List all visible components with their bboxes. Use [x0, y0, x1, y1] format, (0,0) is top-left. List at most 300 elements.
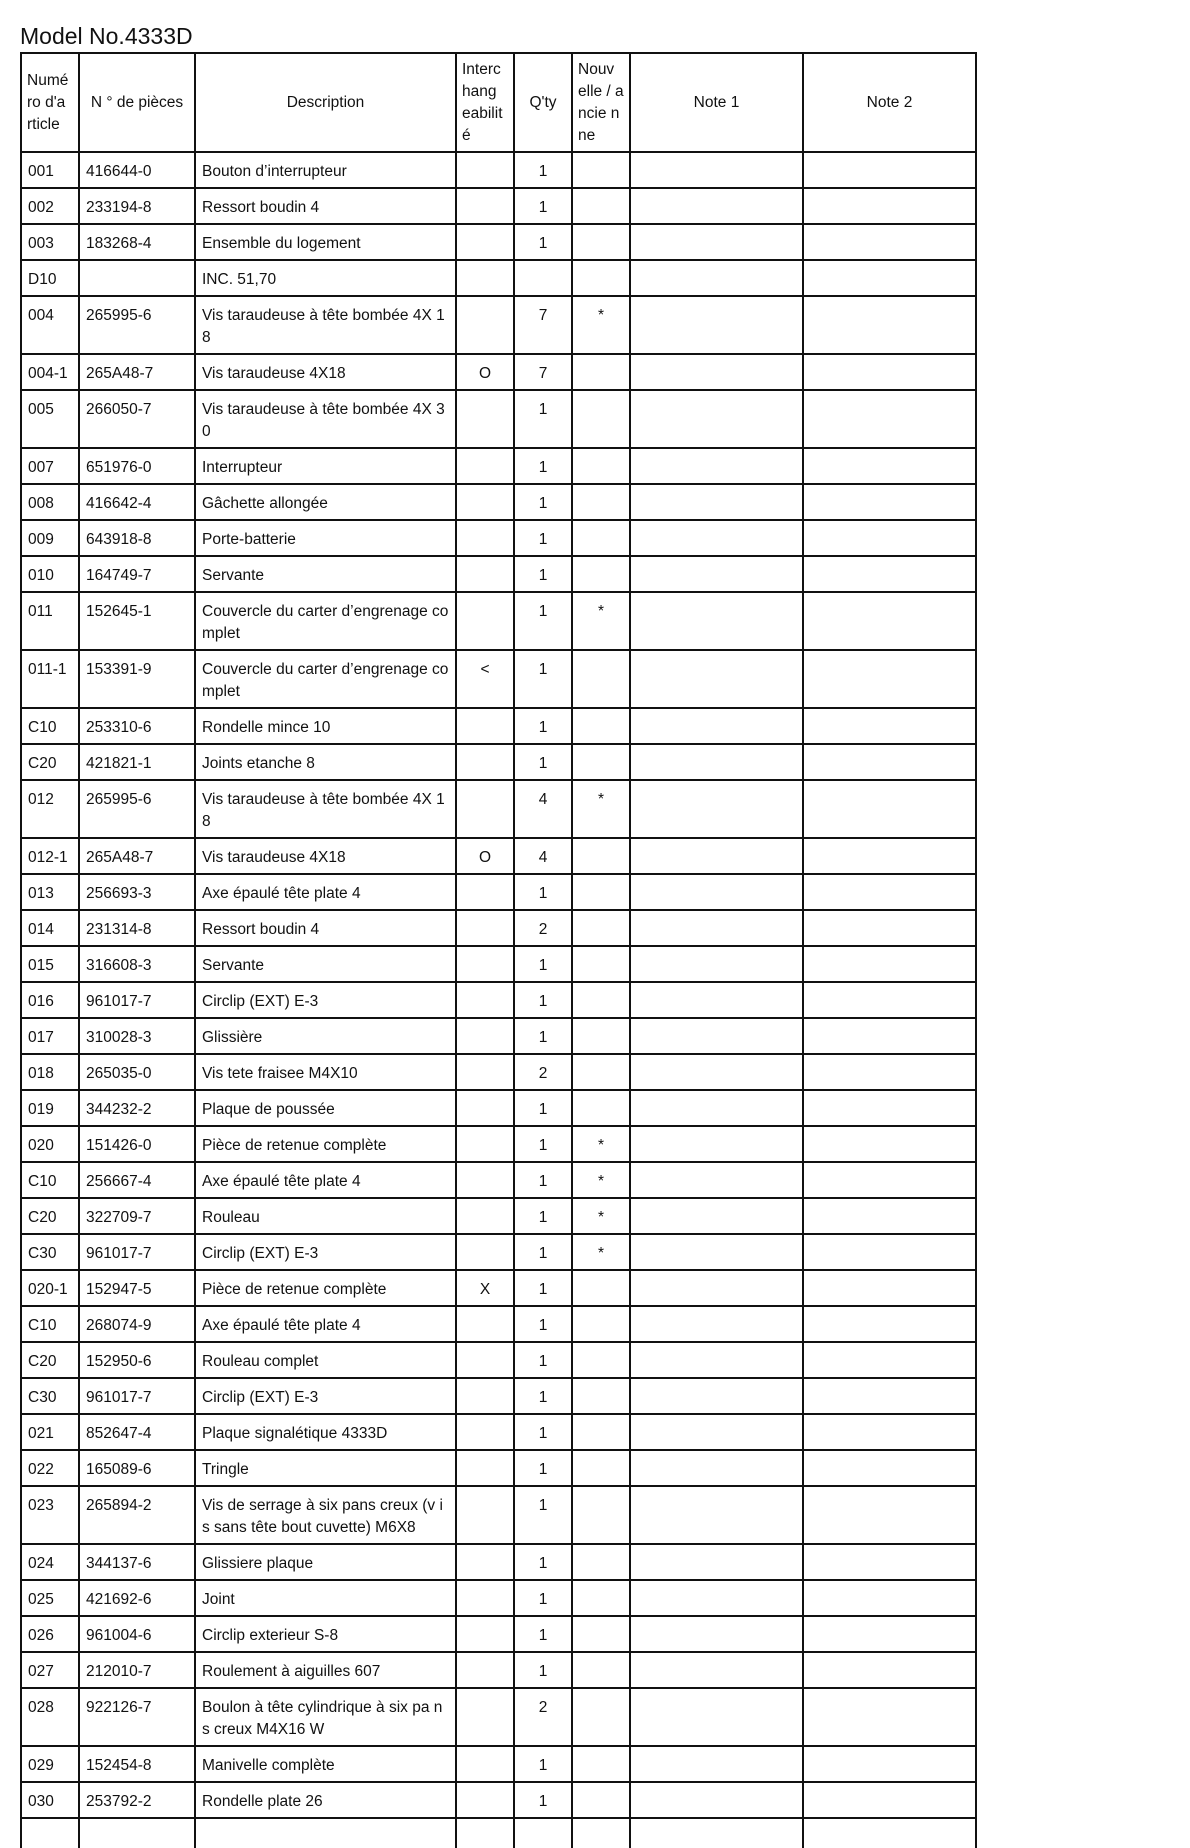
part-no-cell: 183268-4 — [79, 224, 195, 260]
table-row — [21, 1198, 976, 1234]
qty-cell: 1 — [514, 448, 572, 484]
item-no-cell: 020-1 — [21, 1270, 79, 1306]
qty-cell: 1 — [514, 1270, 572, 1306]
table-row — [21, 874, 976, 910]
interchangeability-cell — [456, 484, 514, 520]
item-no-cell: 009 — [21, 520, 79, 556]
part-no-cell: 643918-8 — [79, 520, 195, 556]
qty-cell: 1 — [514, 1616, 572, 1652]
interchangeability-cell — [456, 708, 514, 744]
note1-cell — [630, 1306, 803, 1342]
table-row — [21, 296, 976, 354]
qty-cell: 2 — [514, 910, 572, 946]
note1-cell — [630, 152, 803, 188]
new-old-cell — [572, 1414, 630, 1450]
part-no-cell: 152947-5 — [79, 1270, 195, 1306]
empty-cell — [572, 1818, 630, 1848]
item-no-cell: C30 — [21, 1378, 79, 1414]
table-header-row — [21, 53, 976, 152]
part-no-cell: 153391-9 — [79, 650, 195, 708]
part-no-cell: 253792-2 — [79, 1782, 195, 1818]
description-cell: Interrupteur — [195, 448, 456, 484]
note1-cell — [630, 1378, 803, 1414]
note1-cell — [630, 1616, 803, 1652]
qty-cell: 1 — [514, 224, 572, 260]
description-cell: Rouleau complet — [195, 1342, 456, 1378]
note2-cell — [803, 152, 976, 188]
interchangeability-cell — [456, 1688, 514, 1746]
interchangeability-cell — [456, 874, 514, 910]
new-old-cell — [572, 1054, 630, 1090]
header-note1: Note 1 — [630, 53, 803, 152]
qty-cell: 1 — [514, 874, 572, 910]
qty-cell: 1 — [514, 1306, 572, 1342]
item-no-cell: C20 — [21, 744, 79, 780]
interchangeability-cell — [456, 780, 514, 838]
table-row-empty — [21, 1818, 976, 1848]
note1-cell — [630, 874, 803, 910]
new-old-cell — [572, 1018, 630, 1054]
item-no-cell: 028 — [21, 1688, 79, 1746]
qty-cell: 4 — [514, 780, 572, 838]
note1-cell — [630, 650, 803, 708]
part-no-cell: 265894-2 — [79, 1486, 195, 1544]
description-cell: Vis taraudeuse à tête bombée 4X 18 — [195, 296, 456, 354]
interchangeability-cell — [456, 1544, 514, 1580]
part-no-cell: 961017-7 — [79, 1378, 195, 1414]
interchangeability-cell — [456, 910, 514, 946]
part-no-cell: 265A48-7 — [79, 838, 195, 874]
description-cell: Boulon à tête cylindrique à six pa ns creux M4X16 W — [195, 1688, 456, 1746]
note1-cell — [630, 592, 803, 650]
part-no-cell: 265035-0 — [79, 1054, 195, 1090]
description-cell: Roulement à aiguilles 607 — [195, 1652, 456, 1688]
description-cell: Gâchette allongée — [195, 484, 456, 520]
description-cell: Vis de serrage à six pans creux (v is sans tête bout cuvette) M6X8 — [195, 1486, 456, 1544]
part-no-cell: 266050-7 — [79, 390, 195, 448]
part-no-cell: 651976-0 — [79, 448, 195, 484]
qty-cell: 1 — [514, 1486, 572, 1544]
new-old-cell — [572, 1090, 630, 1126]
note2-cell — [803, 1544, 976, 1580]
description-cell: Pièce de retenue complète — [195, 1126, 456, 1162]
new-old-cell — [572, 1486, 630, 1544]
parts-table — [20, 52, 977, 1848]
new-old-cell — [572, 448, 630, 484]
item-no-cell: 008 — [21, 484, 79, 520]
qty-cell: 1 — [514, 1544, 572, 1580]
note2-cell — [803, 556, 976, 592]
item-no-cell: 018 — [21, 1054, 79, 1090]
note2-cell — [803, 1162, 976, 1198]
empty-cell — [630, 1818, 803, 1848]
note1-cell — [630, 1234, 803, 1270]
new-old-cell — [572, 390, 630, 448]
qty-cell: 1 — [514, 1782, 572, 1818]
note1-cell — [630, 1414, 803, 1450]
note2-cell — [803, 484, 976, 520]
qty-cell — [514, 260, 572, 296]
note1-cell — [630, 1162, 803, 1198]
table-row — [21, 1616, 976, 1652]
interchangeability-cell: O — [456, 354, 514, 390]
empty-cell — [803, 1818, 976, 1848]
qty-cell: 1 — [514, 1580, 572, 1616]
table-row — [21, 1544, 976, 1580]
item-no-cell: 030 — [21, 1782, 79, 1818]
table-row — [21, 708, 976, 744]
qty-cell: 1 — [514, 188, 572, 224]
description-cell: Vis taraudeuse 4X18 — [195, 838, 456, 874]
table-row — [21, 224, 976, 260]
table-row — [21, 1270, 976, 1306]
interchangeability-cell — [456, 1234, 514, 1270]
note2-cell — [803, 1126, 976, 1162]
note2-cell — [803, 946, 976, 982]
description-cell: Pièce de retenue complète — [195, 1270, 456, 1306]
item-no-cell: 007 — [21, 448, 79, 484]
note2-cell — [803, 1198, 976, 1234]
description-cell: Axe épaulé tête plate 4 — [195, 874, 456, 910]
qty-cell: 7 — [514, 296, 572, 354]
item-no-cell: C10 — [21, 708, 79, 744]
qty-cell: 1 — [514, 556, 572, 592]
part-no-cell: 265995-6 — [79, 780, 195, 838]
new-old-cell: * — [572, 780, 630, 838]
table-row — [21, 592, 976, 650]
note2-cell — [803, 708, 976, 744]
new-old-cell — [572, 1544, 630, 1580]
part-no-cell: 165089-6 — [79, 1450, 195, 1486]
qty-cell: 1 — [514, 484, 572, 520]
table-row — [21, 744, 976, 780]
new-old-cell — [572, 1746, 630, 1782]
qty-cell: 1 — [514, 1126, 572, 1162]
description-cell: Vis tete fraisee M4X10 — [195, 1054, 456, 1090]
note2-cell — [803, 592, 976, 650]
item-no-cell: D10 — [21, 260, 79, 296]
part-no-cell: 256667-4 — [79, 1162, 195, 1198]
note2-cell — [803, 1746, 976, 1782]
item-no-cell: 016 — [21, 982, 79, 1018]
description-cell: Circlip (EXT) E-3 — [195, 1378, 456, 1414]
new-old-cell — [572, 354, 630, 390]
item-no-cell: 015 — [21, 946, 79, 982]
qty-cell: 1 — [514, 1090, 572, 1126]
note1-cell — [630, 448, 803, 484]
interchangeability-cell — [456, 982, 514, 1018]
description-cell: Ressort boudin 4 — [195, 910, 456, 946]
description-cell: Couvercle du carter d’engrenage complet — [195, 650, 456, 708]
description-cell: Ressort boudin 4 — [195, 188, 456, 224]
table-row — [21, 1342, 976, 1378]
note1-cell — [630, 1746, 803, 1782]
table-row — [21, 390, 976, 448]
new-old-cell — [572, 1378, 630, 1414]
item-no-cell: 017 — [21, 1018, 79, 1054]
item-no-cell: 022 — [21, 1450, 79, 1486]
qty-cell: 1 — [514, 1652, 572, 1688]
item-no-cell: 012-1 — [21, 838, 79, 874]
qty-cell: 1 — [514, 1746, 572, 1782]
interchangeability-cell — [456, 1018, 514, 1054]
item-no-cell: 010 — [21, 556, 79, 592]
note2-cell — [803, 1270, 976, 1306]
interchangeability-cell — [456, 1090, 514, 1126]
note1-cell — [630, 556, 803, 592]
item-no-cell: 029 — [21, 1746, 79, 1782]
qty-cell: 1 — [514, 744, 572, 780]
interchangeability-cell — [456, 744, 514, 780]
note1-cell — [630, 484, 803, 520]
qty-cell: 1 — [514, 946, 572, 982]
part-no-cell: 256693-3 — [79, 874, 195, 910]
part-no-cell: 268074-9 — [79, 1306, 195, 1342]
table-row — [21, 354, 976, 390]
interchangeability-cell — [456, 1450, 514, 1486]
description-cell: Circlip (EXT) E-3 — [195, 982, 456, 1018]
new-old-cell: * — [572, 1126, 630, 1162]
item-no-cell: 014 — [21, 910, 79, 946]
interchangeability-cell — [456, 946, 514, 982]
table-row — [21, 1126, 976, 1162]
qty-cell: 1 — [514, 1198, 572, 1234]
interchangeability-cell — [456, 1306, 514, 1342]
item-no-cell: C10 — [21, 1306, 79, 1342]
interchangeability-cell — [456, 1782, 514, 1818]
qty-cell: 1 — [514, 1018, 572, 1054]
item-no-cell: 004 — [21, 296, 79, 354]
part-no-cell: 961017-7 — [79, 1234, 195, 1270]
note2-cell — [803, 1342, 976, 1378]
table-row — [21, 910, 976, 946]
item-no-cell: 003 — [21, 224, 79, 260]
qty-cell: 1 — [514, 1378, 572, 1414]
qty-cell: 1 — [514, 650, 572, 708]
note1-cell — [630, 1054, 803, 1090]
note2-cell — [803, 1018, 976, 1054]
description-cell: Plaque signalétique 4333D — [195, 1414, 456, 1450]
description-cell: Couvercle du carter d’engrenage complet — [195, 592, 456, 650]
part-no-cell: 152950-6 — [79, 1342, 195, 1378]
header-part-no: N ° de pièces — [79, 53, 195, 152]
note1-cell — [630, 1018, 803, 1054]
interchangeability-cell — [456, 1580, 514, 1616]
item-no-cell: 012 — [21, 780, 79, 838]
interchangeability-cell — [456, 152, 514, 188]
description-cell: INC. 51,70 — [195, 260, 456, 296]
note2-cell — [803, 1688, 976, 1746]
description-cell: Servante — [195, 556, 456, 592]
part-no-cell: 852647-4 — [79, 1414, 195, 1450]
interchangeability-cell — [456, 390, 514, 448]
part-no-cell: 416644-0 — [79, 152, 195, 188]
new-old-cell — [572, 484, 630, 520]
note2-cell — [803, 1234, 976, 1270]
description-cell: Vis taraudeuse à tête bombée 4X 18 — [195, 780, 456, 838]
table-row — [21, 484, 976, 520]
part-no-cell: 164749-7 — [79, 556, 195, 592]
note1-cell — [630, 1544, 803, 1580]
description-cell: Joints etanche 8 — [195, 744, 456, 780]
note1-cell — [630, 1580, 803, 1616]
item-no-cell: C30 — [21, 1234, 79, 1270]
interchangeability-cell: X — [456, 1270, 514, 1306]
interchangeability-cell — [456, 1414, 514, 1450]
interchangeability-cell — [456, 1616, 514, 1652]
note2-cell — [803, 744, 976, 780]
header-new-old: Nouv elle / ancie nne — [572, 53, 630, 152]
table-row — [21, 1090, 976, 1126]
item-no-cell: 024 — [21, 1544, 79, 1580]
note2-cell — [803, 1580, 976, 1616]
description-cell: Rondelle plate 26 — [195, 1782, 456, 1818]
item-no-cell: 013 — [21, 874, 79, 910]
note2-cell — [803, 1378, 976, 1414]
note2-cell — [803, 982, 976, 1018]
description-cell: Plaque de poussée — [195, 1090, 456, 1126]
note2-cell — [803, 390, 976, 448]
table-row — [21, 650, 976, 708]
header-item-no: Numé ro d'a rticle — [21, 53, 79, 152]
note1-cell — [630, 224, 803, 260]
table-row — [21, 1378, 976, 1414]
new-old-cell — [572, 982, 630, 1018]
part-no-cell: 151426-0 — [79, 1126, 195, 1162]
note2-cell — [803, 260, 976, 296]
part-no-cell: 961004-6 — [79, 1616, 195, 1652]
table-row — [21, 1746, 976, 1782]
item-no-cell: 027 — [21, 1652, 79, 1688]
table-row — [21, 188, 976, 224]
qty-cell: 1 — [514, 1342, 572, 1378]
qty-cell: 2 — [514, 1054, 572, 1090]
part-no-cell: 152454-8 — [79, 1746, 195, 1782]
note1-cell — [630, 260, 803, 296]
new-old-cell — [572, 556, 630, 592]
interchangeability-cell — [456, 188, 514, 224]
note2-cell — [803, 838, 976, 874]
note2-cell — [803, 354, 976, 390]
header-qty: Q'ty — [514, 53, 572, 152]
qty-cell: 7 — [514, 354, 572, 390]
note1-cell — [630, 188, 803, 224]
note2-cell — [803, 520, 976, 556]
note1-cell — [630, 354, 803, 390]
note1-cell — [630, 1342, 803, 1378]
new-old-cell — [572, 1782, 630, 1818]
note1-cell — [630, 946, 803, 982]
new-old-cell — [572, 874, 630, 910]
part-no-cell: 922126-7 — [79, 1688, 195, 1746]
description-cell: Vis taraudeuse à tête bombée 4X 30 — [195, 390, 456, 448]
part-no-cell: 421821-1 — [79, 744, 195, 780]
interchangeability-cell — [456, 592, 514, 650]
new-old-cell: * — [572, 296, 630, 354]
table-row — [21, 520, 976, 556]
item-no-cell: 020 — [21, 1126, 79, 1162]
note1-cell — [630, 296, 803, 354]
part-no-cell — [79, 260, 195, 296]
part-no-cell: 344137-6 — [79, 1544, 195, 1580]
note2-cell — [803, 1090, 976, 1126]
empty-cell — [514, 1818, 572, 1848]
new-old-cell: * — [572, 1162, 630, 1198]
interchangeability-cell — [456, 1342, 514, 1378]
note2-cell — [803, 1450, 976, 1486]
qty-cell: 1 — [514, 1234, 572, 1270]
description-cell: Axe épaulé tête plate 4 — [195, 1162, 456, 1198]
part-no-cell: 416642-4 — [79, 484, 195, 520]
note2-cell — [803, 224, 976, 260]
new-old-cell: * — [572, 592, 630, 650]
description-cell: Circlip exterieur S-8 — [195, 1616, 456, 1652]
item-no-cell: 002 — [21, 188, 79, 224]
part-no-cell: 265A48-7 — [79, 354, 195, 390]
qty-cell: 1 — [514, 708, 572, 744]
new-old-cell — [572, 224, 630, 260]
note1-cell — [630, 744, 803, 780]
table-row — [21, 448, 976, 484]
table-row — [21, 1414, 976, 1450]
interchangeability-cell — [456, 1746, 514, 1782]
new-old-cell — [572, 152, 630, 188]
qty-cell: 1 — [514, 1450, 572, 1486]
header-interchangeability: Interc hang eabilit é — [456, 53, 514, 152]
note1-cell — [630, 1270, 803, 1306]
table-row — [21, 946, 976, 982]
qty-cell: 1 — [514, 152, 572, 188]
table-row — [21, 1486, 976, 1544]
item-no-cell: 021 — [21, 1414, 79, 1450]
page-title: Model No.4333D — [20, 23, 193, 49]
new-old-cell — [572, 910, 630, 946]
description-cell: Manivelle complète — [195, 1746, 456, 1782]
new-old-cell — [572, 838, 630, 874]
note1-cell — [630, 1486, 803, 1544]
part-no-cell: 233194-8 — [79, 188, 195, 224]
part-no-cell: 253310-6 — [79, 708, 195, 744]
interchangeability-cell — [456, 1054, 514, 1090]
empty-cell — [79, 1818, 195, 1848]
description-cell: Vis taraudeuse 4X18 — [195, 354, 456, 390]
description-cell: Rondelle mince 10 — [195, 708, 456, 744]
interchangeability-cell — [456, 1378, 514, 1414]
note2-cell — [803, 910, 976, 946]
new-old-cell — [572, 708, 630, 744]
note2-cell — [803, 874, 976, 910]
table-row — [21, 1688, 976, 1746]
table-row — [21, 1234, 976, 1270]
note2-cell — [803, 448, 976, 484]
new-old-cell — [572, 520, 630, 556]
note1-cell — [630, 1198, 803, 1234]
interchangeability-cell — [456, 1162, 514, 1198]
note2-cell — [803, 780, 976, 838]
table-row — [21, 1054, 976, 1090]
item-no-cell: C20 — [21, 1198, 79, 1234]
table-row — [21, 838, 976, 874]
item-no-cell: C10 — [21, 1162, 79, 1198]
interchangeability-cell — [456, 296, 514, 354]
qty-cell: 1 — [514, 1414, 572, 1450]
item-no-cell: C20 — [21, 1342, 79, 1378]
qty-cell: 1 — [514, 520, 572, 556]
description-cell: Ensemble du logement — [195, 224, 456, 260]
note1-cell — [630, 1688, 803, 1746]
qty-cell: 2 — [514, 1688, 572, 1746]
new-old-cell — [572, 946, 630, 982]
